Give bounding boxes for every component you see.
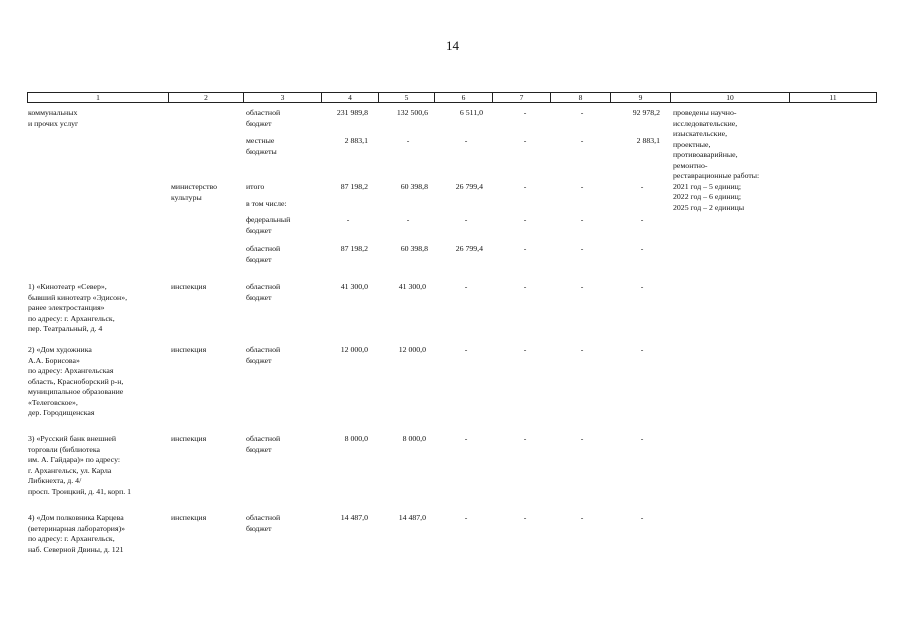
block0-row2-col4: 2 883,1 — [344, 136, 368, 145]
block1-row4-col9: - — [640, 244, 644, 253]
block1-row1-col6: 26 799,4 — [455, 182, 483, 191]
item4-col3: областной бюджет — [246, 513, 281, 533]
item4-col9: - — [640, 513, 644, 522]
column-header-10: 10 — [670, 93, 789, 102]
column-header-9: 9 — [610, 93, 670, 102]
block0-row1-col7: - — [523, 108, 527, 117]
item1-col2: инспекция — [171, 282, 207, 291]
block0-row1-col4: 231 989,8 — [336, 108, 368, 117]
block0-row1-col9: 92 978,2 — [632, 108, 660, 117]
item3-col2: инспекция — [171, 434, 207, 443]
item2-col1: 2) «Дом художника А.А. Борисова» по адресу: Архангельская область, Красноборский р-н, муниципальное образование «Телеговское», дер. Городищенская — [28, 345, 124, 417]
block0-row2-col7: - — [523, 136, 527, 145]
block1-row4-col6: 26 799,4 — [455, 244, 483, 253]
block0-row1-col6: 6 511,0 — [459, 108, 483, 117]
item1-col7: - — [523, 282, 527, 291]
block1-row1-col8: - — [580, 182, 584, 191]
block0-col10: проведены научно- исследовательские, изыскательские, проектные, противоаварийные, ремонтно- реставрационные работы: 2021 год – 5 единиц; 2022 год – 6 единиц; 2025 год – 2 единицы — [673, 108, 760, 212]
block1-row3-col8: - — [580, 215, 584, 224]
item4-col4: 14 487,0 — [340, 513, 368, 522]
block0-row2-col3: местные бюджеты — [246, 136, 277, 156]
block1-row4-col5: 60 398,8 — [400, 244, 428, 253]
item1-col9: - — [640, 282, 644, 291]
item2-col2: инспекция — [171, 345, 207, 354]
block1-row1-col7: - — [523, 182, 527, 191]
block1-row4-col3: областной бюджет — [246, 244, 281, 264]
column-header-4: 4 — [321, 93, 378, 102]
item4-col6: - — [464, 513, 468, 522]
block1-row1-col3: итого — [246, 182, 265, 191]
item2-col9: - — [640, 345, 644, 354]
block1-row3-col5: - — [406, 215, 410, 224]
item3-col6: - — [464, 434, 468, 443]
block1-row1-col4: 87 198,2 — [340, 182, 368, 191]
item4-col7: - — [523, 513, 527, 522]
item2-col3: областной бюджет — [246, 345, 281, 365]
column-header-row — [27, 92, 877, 103]
block0-row2-col5: - — [406, 136, 410, 145]
item2-col4: 12 000,0 — [340, 345, 368, 354]
block0-row1-col8: - — [580, 108, 584, 117]
item1-col1: 1) «Кинотеатр «Север», бывший кинотеатр «Эдисон», ранее электростанция» по адресу: г. Архангельск, пер. Театральный, д. 4 — [28, 282, 128, 333]
column-header-2: 2 — [168, 93, 243, 102]
block1-row1-col5: 60 398,8 — [400, 182, 428, 191]
item3-col4: 8 000,0 — [344, 434, 368, 443]
block0-row2-col6: - — [464, 136, 468, 145]
block1-row3-col6: - — [464, 215, 468, 224]
block1-row4-col7: - — [523, 244, 527, 253]
item3-col5: 8 000,0 — [402, 434, 426, 443]
block0-row2-col9: 2 883,1 — [636, 136, 660, 145]
block0-row2-col8: - — [580, 136, 584, 145]
block1-col2: министерство культуры — [171, 182, 218, 202]
column-header-3: 3 — [243, 93, 321, 102]
item1-col6: - — [464, 282, 468, 291]
item3-col9: - — [640, 434, 644, 443]
block1-row1-col9: - — [640, 182, 644, 191]
item4-col5: 14 487,0 — [398, 513, 426, 522]
item3-col3: областной бюджет — [246, 434, 281, 454]
item4-col2: инспекция — [171, 513, 207, 522]
item4-col8: - — [580, 513, 584, 522]
column-header-7: 7 — [492, 93, 550, 102]
item2-col8: - — [580, 345, 584, 354]
block1-row2-col3: в том числе: — [246, 199, 287, 208]
column-header-8: 8 — [550, 93, 610, 102]
block1-row3-col9: - — [640, 215, 644, 224]
item3-col7: - — [523, 434, 527, 443]
item1-col8: - — [580, 282, 584, 291]
item1-col5: 41 300,0 — [398, 282, 426, 291]
item1-col4: 41 300,0 — [340, 282, 368, 291]
item2-col6: - — [464, 345, 468, 354]
item3-col8: - — [580, 434, 584, 443]
block1-row3-col3: федеральный бюджет — [246, 215, 291, 235]
block1-row4-col8: - — [580, 244, 584, 253]
block1-row3-col4: - — [346, 215, 350, 224]
item3-col1: 3) «Русский банк внешней торговли (библиотека им. А. Гайдара)» по адресу: г. Архангельск, ул. Карла Либкнехта, д. 4/ просп. Троицкий, д. 41, корп. 1 — [28, 434, 132, 496]
column-header-11: 11 — [789, 93, 876, 102]
block0-row1-col5: 132 500,6 — [396, 108, 428, 117]
item2-col7: - — [523, 345, 527, 354]
item4-col1: 4) «Дом полковника Карцева (ветеринарная лаборатория)» по адресу: г. Архангельск, наб. Северной Двины, д. 121 — [28, 513, 126, 554]
page-number: 14 — [446, 38, 459, 53]
block0-col1: коммунальных и прочих услуг — [28, 108, 79, 128]
item2-col5: 12 000,0 — [398, 345, 426, 354]
block1-row4-col4: 87 198,2 — [340, 244, 368, 253]
column-header-1: 1 — [96, 93, 100, 102]
block1-row3-col7: - — [523, 215, 527, 224]
column-header-5: 5 — [378, 93, 434, 102]
column-header-6: 6 — [434, 93, 492, 102]
block0-row1-col3: областной бюджет — [246, 108, 281, 128]
item1-col3: областной бюджет — [246, 282, 281, 302]
